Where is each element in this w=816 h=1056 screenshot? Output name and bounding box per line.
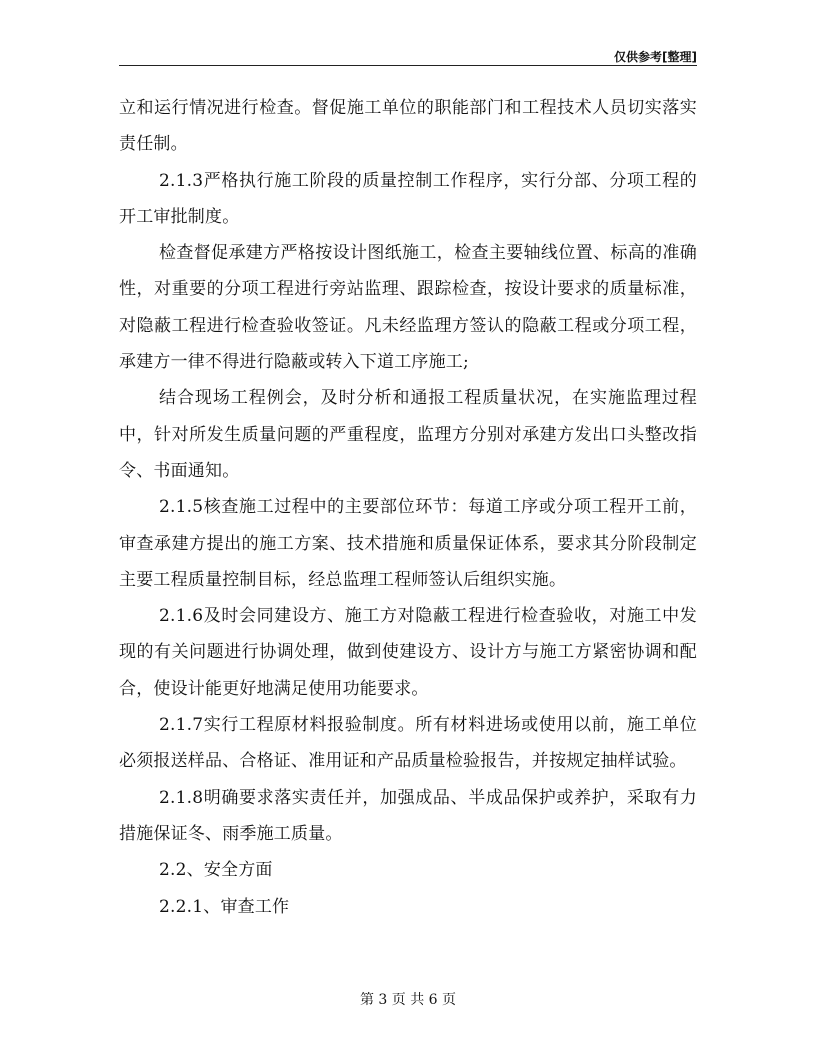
paragraph: 2.1.8明确要求落实责任并，加强成品、半成品保护或养护，采取有力措施保证冬、雨季施工质量。 xyxy=(119,787,697,844)
paragraph: 立和运行情况进行检查。督促施工单位的职能部门和工程技术人员切实落实责任制。 xyxy=(119,98,697,155)
section-heading: 2.2、安全方面 xyxy=(159,860,273,881)
header-rule xyxy=(119,65,697,66)
paragraph: 2.1.7实行工程原材料报验制度。所有材料进场或使用以前，施工单位必须报送样品、合格证、准用证和产品质量检验报告，并按规定抽样试验。 xyxy=(119,715,697,772)
paragraph: 2.1.6及时会同建设方、施工方对隐蔽工程进行检查验收，对施工中发现的有关问题进行协调处理，做到使建设方、设计方与施工方紧密协调和配合，使设计能更好地满足使用功能要求。 xyxy=(119,606,697,699)
paragraph: 检查督促承建方严格按设计图纸施工，检查主要轴线位置、标高的准确性，对重要的分项工程进行旁站监理、跟踪检查，按设计要求的质量标准，对隐蔽工程进行检查验收签证。凡未经监理方签认的隐蔽工程或分项工程，承建方一律不得进行隐蔽或转入下道工序施工; xyxy=(119,243,697,373)
paragraph: 2.1.3严格执行施工阶段的质量控制工作程序，实行分部、分项工程的开工审批制度。 xyxy=(119,170,697,227)
page-number: 第 3 页 共 6 页 xyxy=(359,992,457,1008)
paragraph: 结合现场工程例会，及时分析和通报工程质量状况，在实施监理过程中，针对所发生质量问题的严重程度，监理方分别对承建方发出口头整改指令、书面通知。 xyxy=(119,388,697,481)
paragraph: 2.1.5核查施工过程中的主要部位环节：每道工序或分项工程开工前，审查承建方提出的施工方案、技术措施和质量保证体系，要求其分阶段制定主要工程质量控制目标，经总监理工程师签认后组织实施。 xyxy=(119,497,697,590)
section-heading: 2.2.1、审查工作 xyxy=(159,896,290,917)
body-text xyxy=(119,90,697,925)
header-text: 仅供参考[整理] xyxy=(614,50,697,64)
